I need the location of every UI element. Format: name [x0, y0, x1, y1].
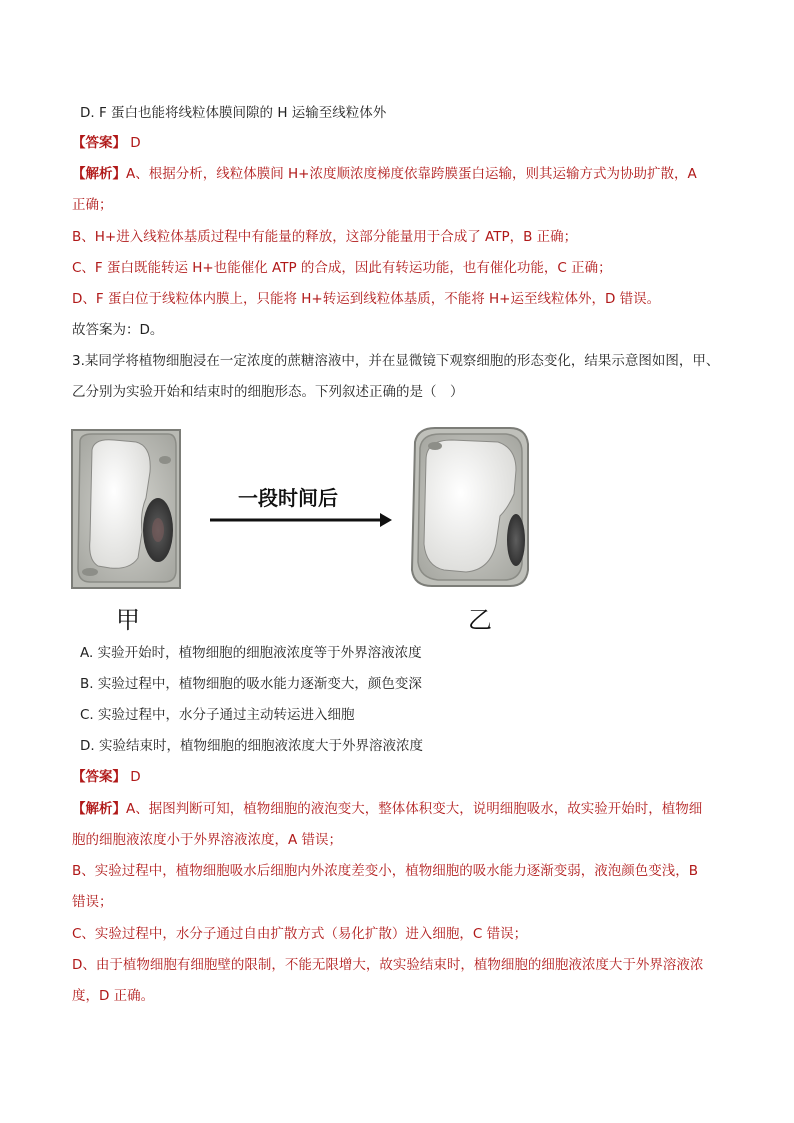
- q2-answer-line: [72, 133, 732, 153]
- q3-stem-2: 乙分别为实验开始和结束时的细胞形态。下列叙述正确的是（ ）: [72, 384, 464, 400]
- analysis-a-text: A、根据分析，线粒体膜间 H+浓度顺浓度梯度依靠跨膜蛋白运输，则其运输方式为协助扩散，A: [126, 166, 697, 182]
- cell-jia: [72, 430, 180, 588]
- q3-option-a: A. 实验开始时，植物细胞的细胞液浓度等于外界溶液浓度: [80, 645, 422, 661]
- q3-analysis-c: C、实验过程中，水分子通过自由扩散方式（易化扩散）进入细胞，C 错误；: [72, 926, 528, 942]
- prev-option-d: D. F 蛋白也能将线粒体膜间隙的 H 运输至线粒体外: [80, 105, 387, 121]
- time-arrow: [210, 513, 392, 527]
- arrow-text: 一段时间后: [238, 486, 338, 510]
- q3-answer-line: [72, 767, 732, 787]
- chloroplast: [428, 442, 442, 450]
- chloroplast: [82, 568, 98, 576]
- q3-analysis-d-2: 度，D 正确。: [72, 988, 155, 1004]
- q2-analysis-d: D、F 蛋白位于线粒体内膜上，只能将 H+转运到线粒体基质，不能将 H+运至线粒体外，D 错误。: [72, 291, 661, 307]
- q2-analysis-a-2: 正确；: [72, 197, 113, 213]
- q3-option-c: C. 实验过程中，水分子通过主动转运进入细胞: [80, 707, 355, 723]
- analysis-tag: 【解析】: [72, 166, 126, 182]
- label-yi: 乙: [468, 606, 492, 634]
- q3-analysis-b-1: B、实验过程中，植物细胞吸水后细胞内外浓度差变小，植物细胞的吸水能力逐渐变弱，液泡颜色变浅，B: [72, 863, 699, 879]
- answer-tag: 【答案】: [72, 769, 126, 785]
- label-jia: 甲: [116, 606, 140, 634]
- nucleus: [507, 514, 525, 566]
- q2-analysis-b: B、H+进入线粒体基质过程中有能量的释放，这部分能量用于合成了 ATP，B 正确；: [72, 229, 578, 245]
- q3-analysis-a-1: [72, 799, 732, 819]
- cell-yi: [412, 428, 528, 586]
- q2-analysis-c: C、F 蛋白既能转运 H+也能催化 ATP 的合成，因此有转运功能，也有催化功能，C 正确；: [72, 260, 612, 276]
- analysis-tag: 【解析】: [72, 801, 126, 817]
- q2-conclusion: 故答案为：D。: [72, 322, 164, 338]
- plant-cell-figure: [70, 420, 530, 635]
- q3-analysis-d-1: D、由于植物细胞有细胞壁的限制，不能无限增大，故实验结束时，植物细胞的细胞液浓度大于外界溶液浓: [72, 957, 704, 973]
- q2-analysis-a-1: [72, 164, 732, 184]
- answer-value: D: [130, 769, 141, 785]
- q3-option-b: B. 实验过程中，植物细胞的吸水能力逐渐变大，颜色变深: [80, 676, 422, 692]
- nucleolus: [152, 518, 164, 542]
- q3-analysis-a-2: 胞的细胞液浓度小于外界溶液浓度，A 错误；: [72, 832, 343, 848]
- q3-stem-1: 3.某同学将植物细胞浸在一定浓度的蔗糖溶液中，并在显微镜下观察细胞的形态变化，结果示意图如图，甲、: [72, 353, 720, 369]
- arrow-head: [380, 513, 392, 527]
- q3-option-d: D. 实验结束时，植物细胞的细胞液浓度大于外界溶液浓度: [80, 738, 423, 754]
- analysis-a-text: A、据图判断可知，植物细胞的液泡变大，整体体积变大，说明细胞吸水，故实验开始时，植物细: [126, 801, 703, 817]
- answer-value: D: [130, 135, 141, 151]
- q3-analysis-b-2: 错误；: [72, 894, 113, 910]
- chloroplast: [159, 456, 171, 464]
- answer-tag: 【答案】: [72, 135, 126, 151]
